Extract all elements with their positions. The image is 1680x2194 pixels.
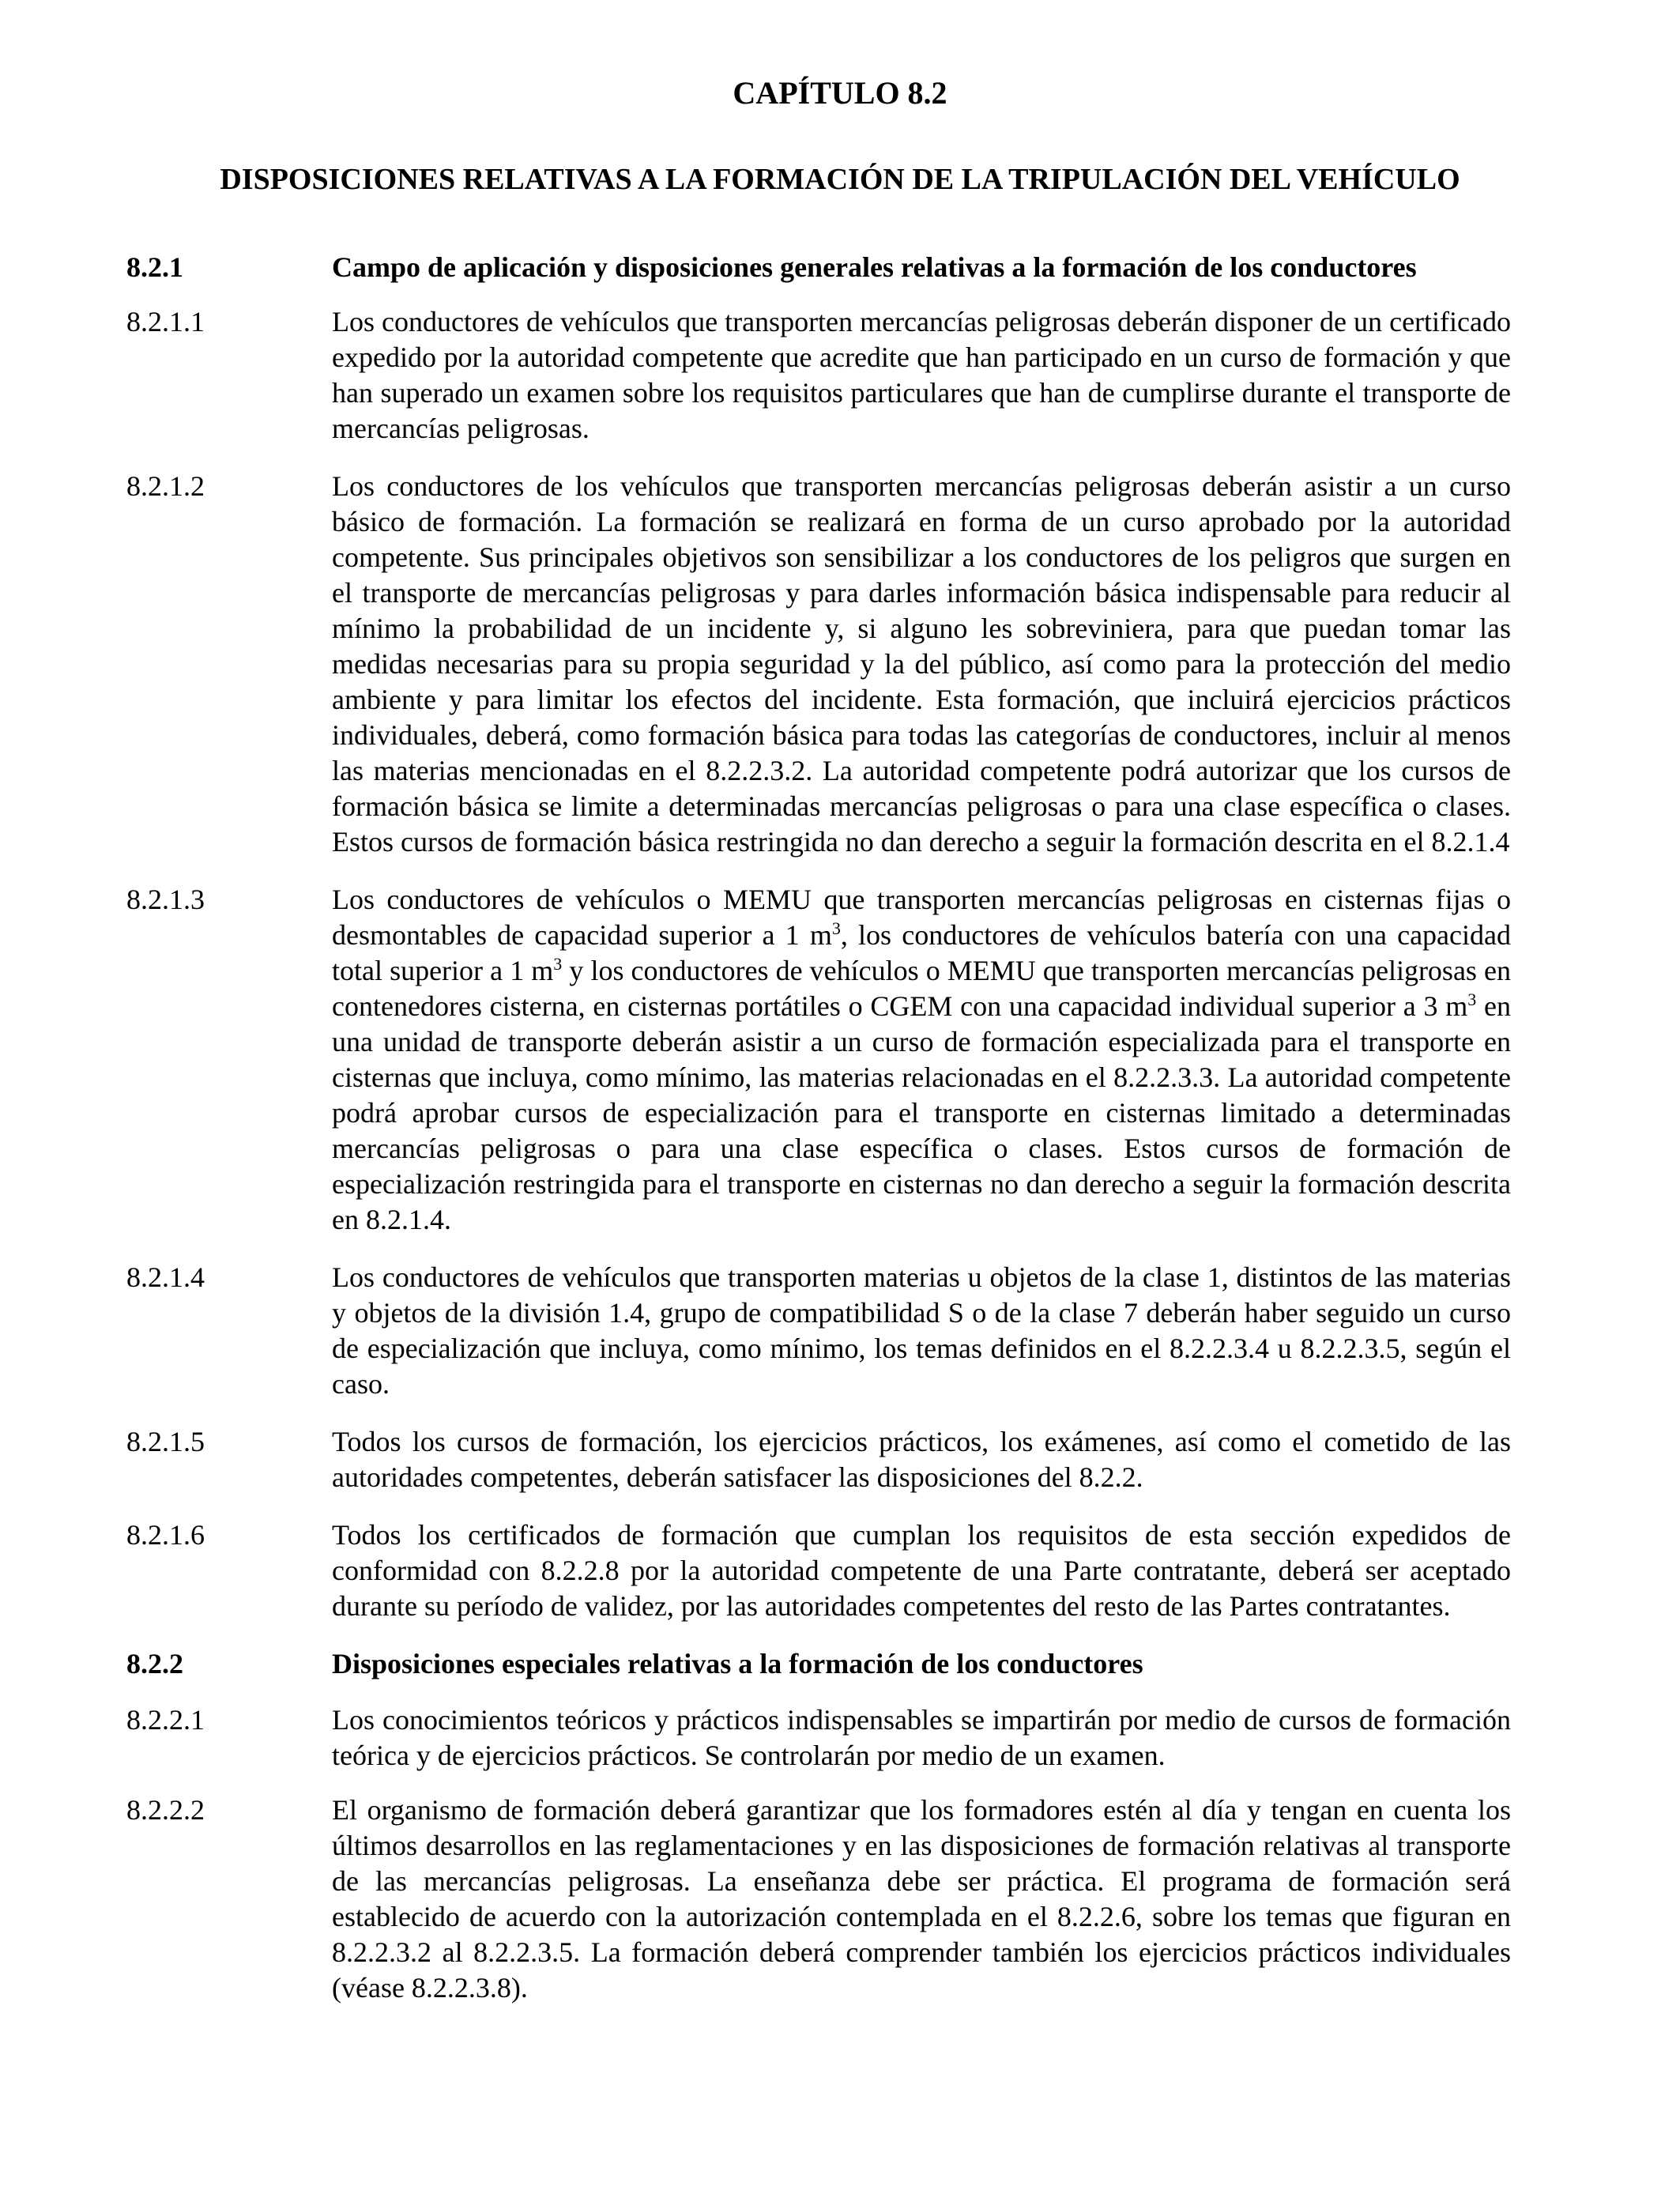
superscript: 3 bbox=[553, 954, 563, 974]
paragraph-number: 8.2.1.4 bbox=[126, 1261, 205, 1293]
section-number: 8.2.1 bbox=[126, 251, 183, 283]
paragraph-number: 8.2.2.1 bbox=[126, 1704, 205, 1736]
paragraph-text-part: , los conductores de vehículos batería con una capacidad total superior a 1 m bbox=[332, 919, 1511, 986]
paragraph-number: 8.2.1.2 bbox=[126, 470, 205, 502]
paragraph bbox=[126, 1260, 1511, 1402]
paragraph-number: 8.2.1.3 bbox=[126, 884, 205, 915]
paragraph-number: 8.2.1.6 bbox=[126, 1519, 205, 1551]
superscript: 3 bbox=[1467, 990, 1477, 1009]
paragraph bbox=[126, 304, 1511, 447]
section-number: 8.2.2 bbox=[126, 1648, 183, 1679]
section-heading-text: Disposiciones especiales relativas a la formación de los conductores bbox=[332, 1648, 1143, 1679]
paragraph bbox=[126, 1424, 1511, 1495]
paragraph-text-part: Los conductores de vehículos o MEMU que transporten mercancías peligrosas en cisternas fijas o desmontables de capacidad superior a 1 m bbox=[332, 884, 1511, 951]
paragraph bbox=[126, 469, 1511, 860]
chapter-title: CAPÍTULO 8.2 bbox=[733, 75, 947, 111]
superscript: 3 bbox=[831, 918, 841, 938]
paragraph-text: Los conductores de vehículos que transporten mercancías peligrosas deberán disponer de un certificado expedido por la autoridad competente que acredite que han participado en un curso de formación y que han superado un examen sobre los requisitos particulares que han de cumplirse durante el transporte de mercancías peligrosas. bbox=[332, 306, 1511, 444]
paragraph-text bbox=[332, 882, 1511, 1238]
paragraph-text: El organismo de formación deberá garantizar que los formadores estén al día y tengan en cuenta los últimos desarrollos en las reglamentaciones y en las disposiciones de formación relativas al transporte de las mercancías peligrosas. La enseñanza debe ser práctica. El programa de formación será establecido de acuerdo con la autorización contemplada en el 8.2.2.6, sobre los temas que figuran en 8.2.2.3.2 al 8.2.2.3.5. La formación deberá comprender también los ejercicios prácticos individuales (véase 8.2.2.3.8). bbox=[332, 1794, 1511, 2004]
paragraph-text: Los conocimientos teóricos y prácticos indispensables se impartirán por medio de cursos de formación teórica y de ejercicios prácticos. Se controlarán por medio de un examen. bbox=[332, 1704, 1511, 1771]
paragraph-text: Los conductores de vehículos que transporten materias u objetos de la clase 1, distintos de las materias y objetos de la división 1.4, grupo de compatibilidad S o de la clase 7 deberán haber seguido un curso de especialización que incluya, como mínimo, los temas definidos en el 8.2.2.3.4 u 8.2.2.3.5, según el caso. bbox=[332, 1261, 1511, 1400]
chapter-heading: DISPOSICIONES RELATIVAS A LA FORMACIÓN DE LA TRIPULACIÓN DEL VEHÍCULO bbox=[220, 163, 1460, 196]
paragraph-text: Todos los certificados de formación que cumplan los requisitos de esta sección expedidos de conformidad con 8.2.2.8 por la autoridad competente de una Parte contratante, deberá ser aceptado durante su período de validez, por las autoridades competentes del resto de las Partes contratantes. bbox=[332, 1519, 1511, 1622]
paragraph bbox=[126, 1517, 1511, 1624]
paragraph-text: Los conductores de los vehículos que transporten mercancías peligrosas deberán asistir a un curso básico de formación. La formación se realizará en forma de un curso aprobado por la autoridad competente. Sus principales objetivos son sensibilizar a los conductores de los peligros que surgen en el transporte de mercancías peligrosas y para darles información básica indispensable para reducir al mínimo la probabilidad de un incidente y, si alguno les sobreviniera, para que puedan tomar las medidas necesarias para su propia seguridad y la del público, así como para la protección del medio ambiente y para limitar los efectos del incidente. Esta formación, que incluirá ejercicios prácticos individuales, deberá, como formación básica para todas las categorías de conductores, incluir al menos las materias mencionadas en el 8.2.2.3.2. La autoridad competente podrá autorizar que los cursos de formación básica se limite a determinadas mercancías peligrosas o para una clase específica o clases. Estos cursos de formación básica restringida no dan derecho a seguir la formación descrita en el 8.2.1.4 bbox=[332, 470, 1511, 858]
section-heading bbox=[126, 1646, 1511, 1682]
paragraph bbox=[126, 1702, 1511, 1774]
paragraph-text: Todos los cursos de formación, los ejercicios prácticos, los exámenes, así como el cometido de las autoridades competentes, deberán satisfacer las disposiciones del 8.2.2. bbox=[332, 1426, 1511, 1493]
section-heading-text: Campo de aplicación y disposiciones generales relativas a la formación de los conductores bbox=[332, 251, 1417, 283]
paragraph-number: 8.2.1.5 bbox=[126, 1426, 205, 1457]
paragraph-text-part: en una unidad de transporte deberán asistir a un curso de formación especializada para el transporte en cisternas que incluya, como mínimo, las materias relacionadas en el 8.2.2.3.3. La autoridad competente podrá aprobar cursos de especialización para el transporte en cisternas limitado a determinadas mercancías peligrosas o para una clase específica o clases. Estos cursos de formación de especialización restringida para el transporte en cisternas no dan derecho a seguir la formación descrita en 8.2.1.4. bbox=[332, 990, 1511, 1235]
paragraph-text-part: y los conductores de vehículos o MEMU que transporten mercancías peligrosas en contenedores cisterna, en cisternas portátiles o CGEM con una capacidad individual superior a 3 m bbox=[332, 955, 1511, 1022]
paragraph-number: 8.2.1.1 bbox=[126, 306, 205, 337]
section-heading bbox=[126, 250, 1511, 285]
paragraph-number: 8.2.2.2 bbox=[126, 1794, 205, 1826]
document-body bbox=[126, 250, 1511, 2006]
paragraph bbox=[126, 882, 1511, 1238]
paragraph bbox=[126, 1793, 1511, 2006]
